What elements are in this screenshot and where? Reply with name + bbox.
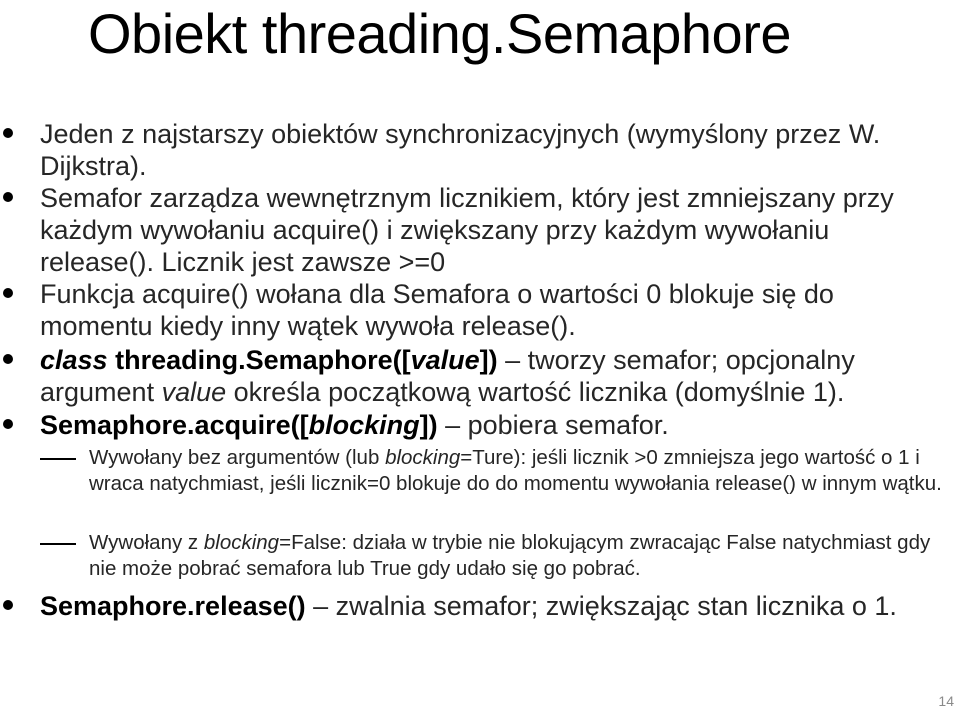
slide-number: 14 xyxy=(938,693,954,709)
bullet-text: Jeden z najstarszy obiektów synchronizacyjnych (wymyślony przez W. Dijkstra). xyxy=(40,119,881,181)
bullet-text xyxy=(40,344,940,408)
param-name: value xyxy=(161,377,227,407)
bullet-dot-icon xyxy=(3,419,13,429)
param-name: blocking xyxy=(385,446,461,469)
sub-bullet-text xyxy=(89,445,949,497)
bullet-text xyxy=(40,590,940,622)
code-signature: Semaphore.release() xyxy=(40,591,306,621)
description: =Ture): jeśli licznik >0 zmniejsza jego wartość o 1 i wraca natychmiast, jeśli licznik=0 blokuje do do momentu wywołania release() w innym wątku. xyxy=(89,446,942,495)
code-param: value xyxy=(410,345,480,375)
bullet-text: Semafor zarządza wewnętrznym licznikiem, który jest zmniejszany przy każdym wywołaniu acquire() i zwiększany przy każdym wywołaniu release(). Licznik jest zawsze >=0 xyxy=(40,183,894,277)
code-signature: threading.Semaphore([ xyxy=(107,345,411,375)
description: =False: działa w trybie nie blokującym zwracając False natychmiast gdy nie może pobrać semafora lub True gdy udało się go pobrać. xyxy=(89,531,931,580)
description: określa początkową wartość licznika (domyślnie 1). xyxy=(226,377,845,407)
param-name: blocking xyxy=(203,531,280,554)
code-signature-end: ]) xyxy=(419,410,438,440)
code-signature-end: ]) xyxy=(479,345,498,375)
description: – pobiera semafor. xyxy=(437,410,669,440)
bullet-dot-icon xyxy=(3,288,13,298)
dash-icon xyxy=(40,458,76,460)
class-keyword: class xyxy=(40,345,108,375)
bullet-text: Funkcja acquire() wołana dla Semafora o wartości 0 blokuje się do momentu kiedy inny wątek wywoła release(). xyxy=(40,279,834,341)
code-param: blocking xyxy=(308,410,420,440)
bullet-dot-icon xyxy=(3,192,13,202)
dash-icon xyxy=(40,543,76,545)
bullet-dot-icon xyxy=(3,128,13,138)
description: Wywołany z xyxy=(89,531,204,554)
bullet-text xyxy=(40,409,940,441)
sub-bullet-text xyxy=(89,530,949,582)
bullet-dot-icon xyxy=(3,600,13,610)
description: – zwalnia semafor; zwiększając stan licznika o 1. xyxy=(305,591,897,621)
code-signature: Semaphore.acquire([ xyxy=(40,410,309,440)
description: Wywołany bez argumentów (lub xyxy=(89,446,386,469)
slide-title: Obiekt threading.Semaphore xyxy=(88,2,791,65)
bullet-dot-icon xyxy=(3,354,13,364)
description: – tworzy semafor; opcjonalny argument xyxy=(40,345,855,407)
